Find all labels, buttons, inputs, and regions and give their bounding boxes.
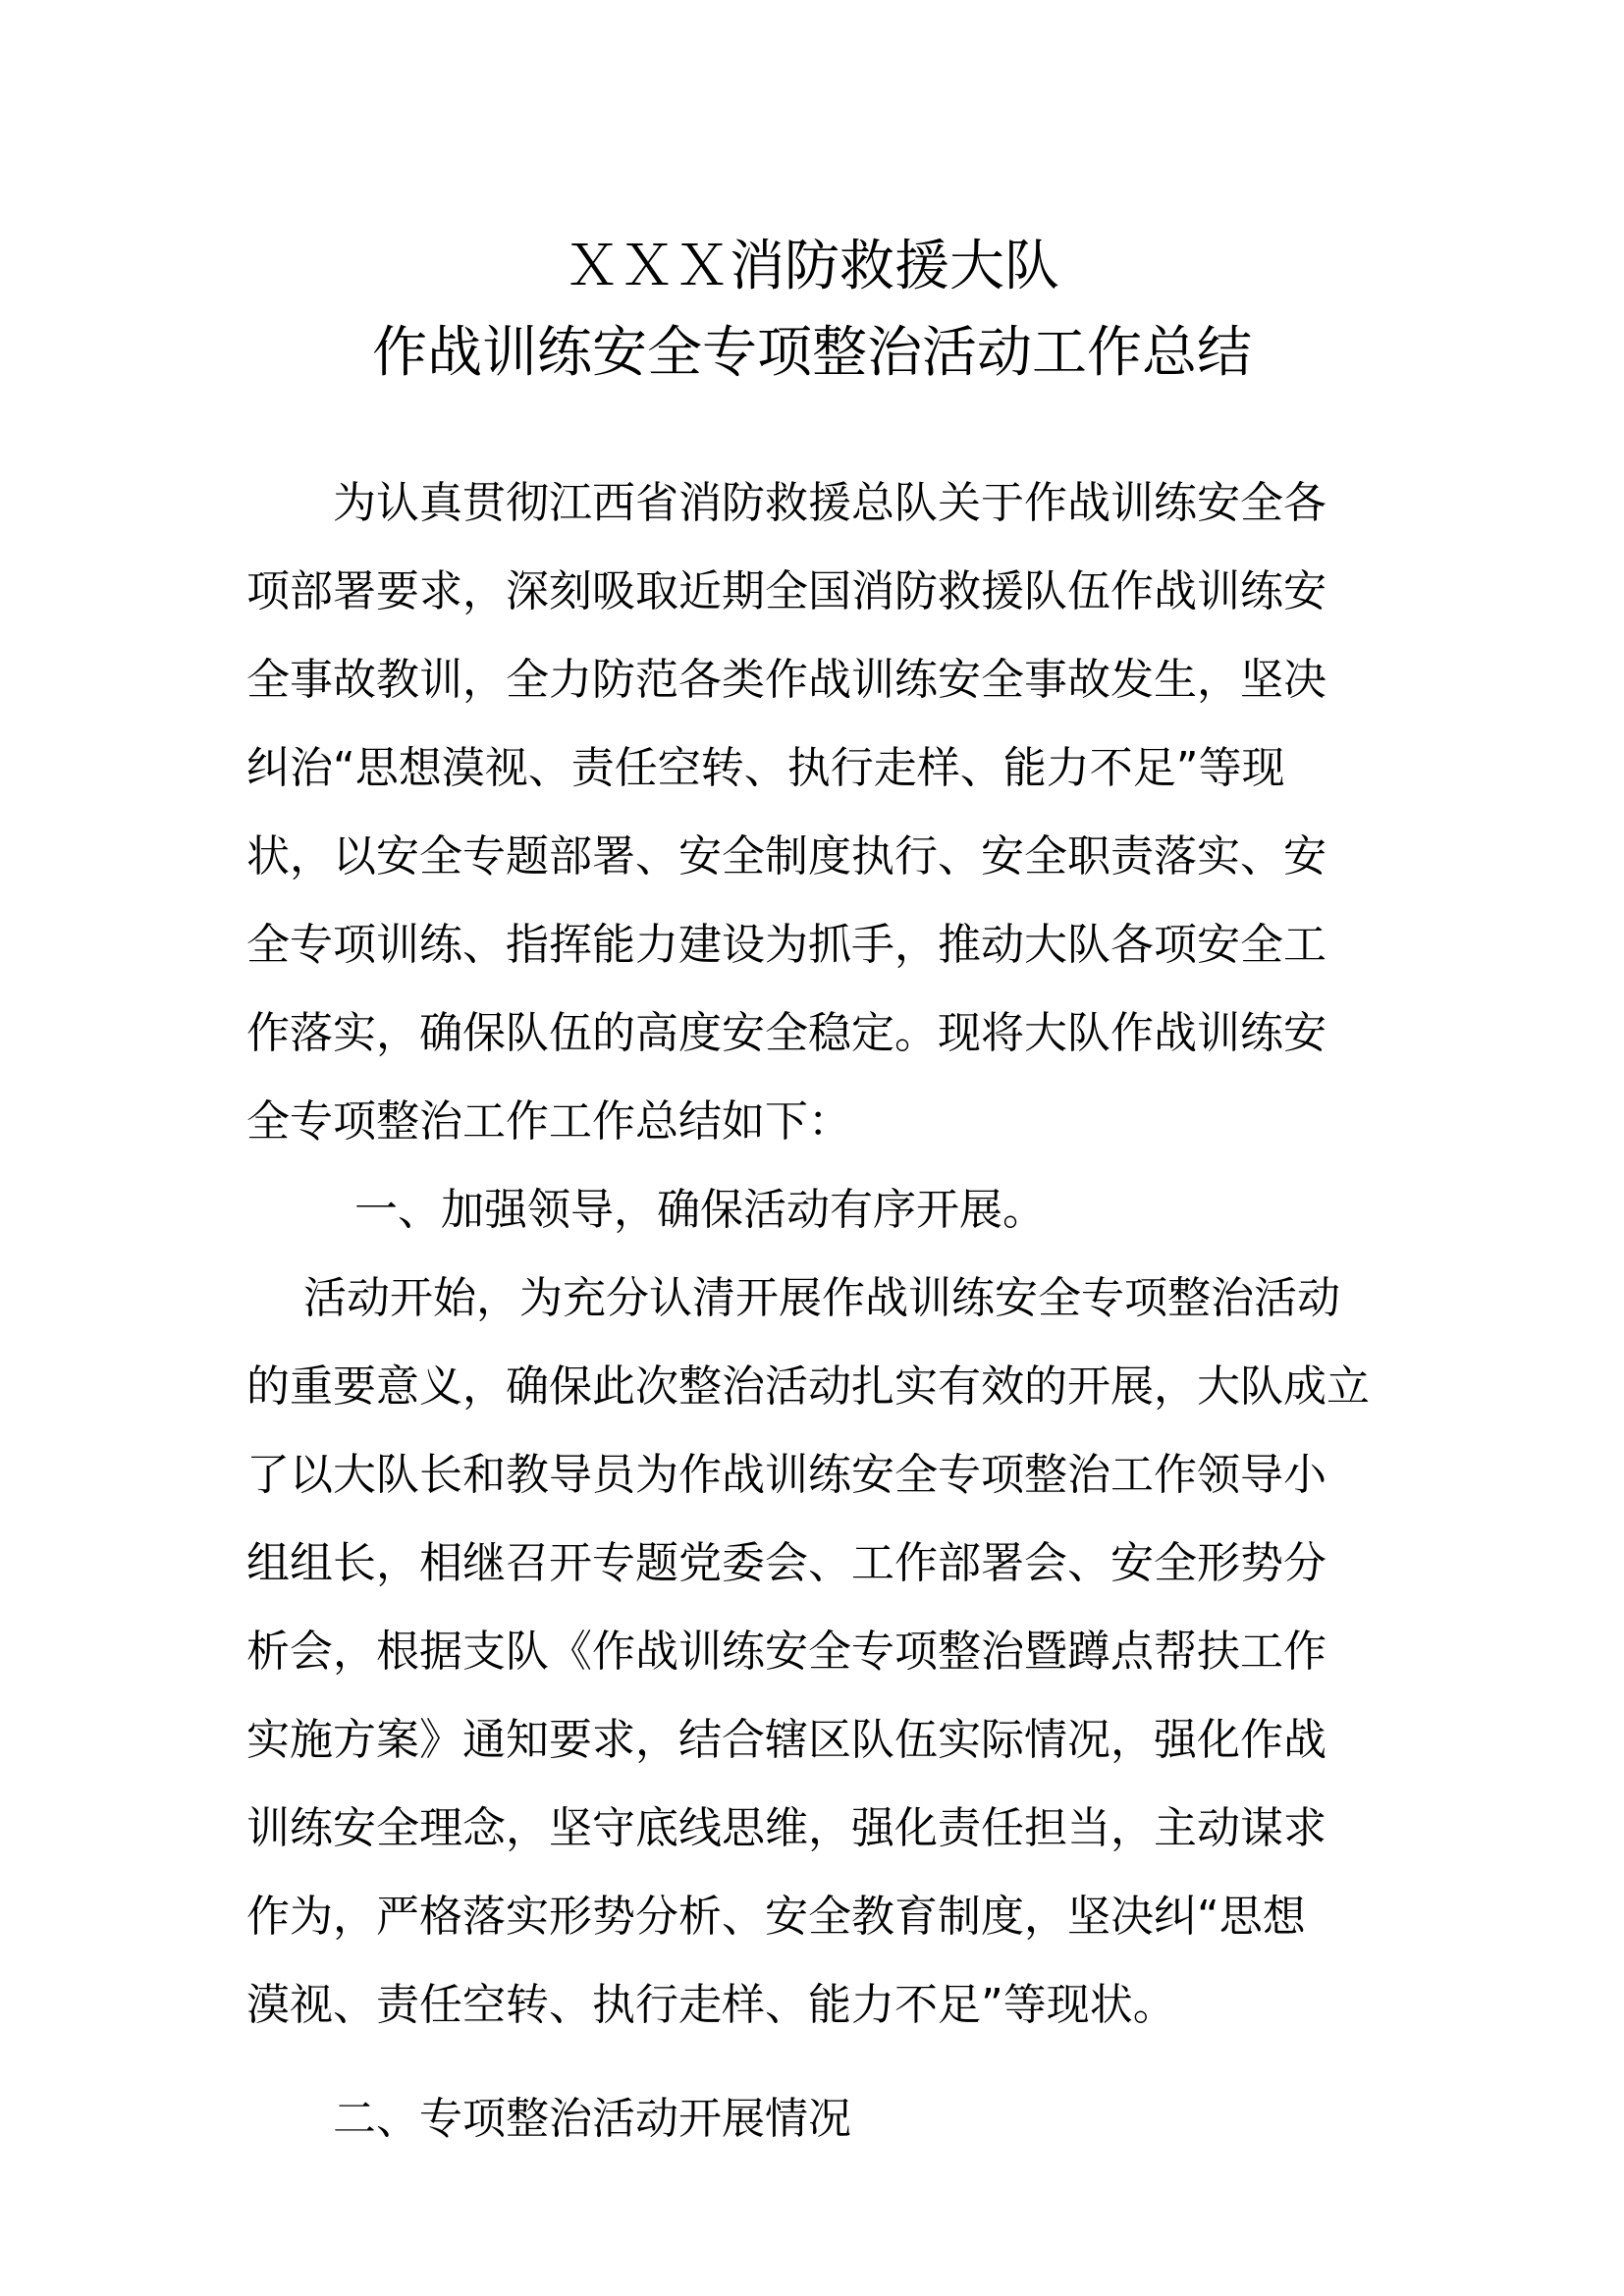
paragraph-line: 作落实，确保队伍的高度安全稳定。现将大队作战训练安 (246, 1008, 1326, 1058)
paragraph-line: 为认真贯彻江西省消防救援总队关于作战训练安全各 (333, 478, 1326, 528)
paragraph-line: 了以大队长和教导员为作战训练安全专项整治工作领导小 (246, 1450, 1326, 1500)
section-heading-2: 二、专项整治活动开展情况 (333, 2094, 851, 2144)
paragraph-line: 全专项训练、指挥能力建设为抓手，推动大队各项安全工 (246, 920, 1326, 970)
paragraph-line: 全专项整治工作工作总结如下： (246, 1096, 851, 1147)
paragraph-line: 的重要意义，确保此次整治活动扎实有效的开展，大队成立 (246, 1362, 1370, 1412)
paragraph-intro (246, 459, 1385, 1166)
paragraph-line: 训练安全理念，坚守底线思维，强化责任担当，主动谋求 (246, 1803, 1326, 1853)
section-heading-1: 一、加强领导，确保活动有序开展。 (354, 1185, 1046, 1235)
paragraph-line: 全事故教训，全力防范各类作战训练安全事故发生，坚决 (246, 655, 1326, 705)
paragraph-section-1 (246, 1255, 1385, 2050)
paragraph-line: 状，以安全专题部署、安全制度执行、安全职责落实、安 (246, 831, 1326, 881)
document-title (0, 224, 1624, 397)
paragraph-line: 活动开始，为充分认清开展作战训练安全专项整治活动 (303, 1273, 1340, 1323)
paragraph-line: 组组长，相继召开专题党委会、工作部署会、安全形势分 (246, 1538, 1326, 1588)
paragraph-line: 纠治“思想漠视、责任空转、执行走样、能力不足”等现 (246, 743, 1285, 793)
paragraph-line: 作为，严格落实形势分析、安全教育制度，坚决纠“思想 (246, 1892, 1306, 1942)
title-line-1: ＸＸＸ消防救援大队 (565, 235, 1059, 298)
paragraph-line: 项部署要求，深刻吸取近期全国消防救援队伍作战训练安 (246, 566, 1326, 616)
document-body (246, 459, 1385, 2163)
paragraph-line: 漠视、责任空转、执行走样、能力不足”等现状。 (246, 1980, 1176, 2030)
title-line-2: 作战训练安全专项整治活动工作总结 (372, 321, 1252, 385)
paragraph-line: 析会，根据支队《作战训练安全专项整治暨蹲点帮扶工作 (246, 1627, 1326, 1677)
paragraph-line: 实施方案》通知要求，结合辖区队伍实际情况，强化作战 (246, 1715, 1326, 1765)
